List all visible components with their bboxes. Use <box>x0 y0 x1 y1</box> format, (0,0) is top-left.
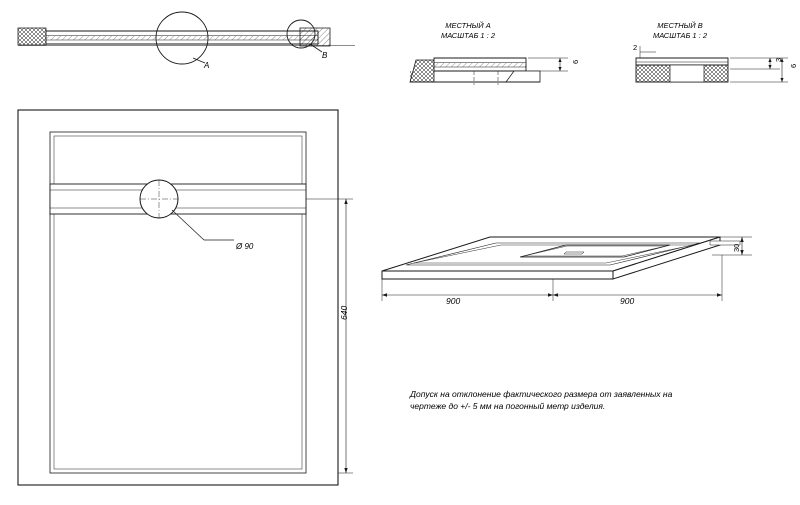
isometric-view <box>370 215 790 325</box>
detail-b-dim-2: 2 <box>633 43 638 52</box>
detail-b-scale: МАСШТАБ 1 : 2 <box>652 31 708 40</box>
iso-dim-30: 30 <box>732 243 741 252</box>
detail-a-view <box>408 42 583 94</box>
detail-b-view <box>610 42 800 102</box>
plan-view <box>8 100 368 500</box>
tolerance-note-line2: чертеже до +/- 5 мм на погонный метр изделия. <box>410 401 606 411</box>
detail-b-title: МЕСТНЫЙ B <box>657 21 703 30</box>
iso-dim-900-left: 900 <box>446 296 461 306</box>
callout-label-b: B <box>322 51 328 60</box>
detail-b-dim-3: 3 <box>774 57 783 62</box>
top-section-view <box>0 0 360 105</box>
tolerance-note-line1: Допуск на отклонение фактического размера от заявленных на <box>410 389 673 399</box>
detail-a-title: МЕСТНЫЙ А <box>445 21 491 30</box>
height-dim-640: 640 <box>339 305 349 320</box>
callout-label-a: А <box>204 61 210 70</box>
detail-a-scale: МАСШТАБ 1 : 2 <box>440 31 496 40</box>
detail-b-dim-6: 6 <box>789 63 798 68</box>
iso-dim-900-right: 900 <box>620 296 635 306</box>
diameter-dim-label: Ø 90 <box>236 242 254 251</box>
detail-a-dim-6: 6 <box>571 59 580 64</box>
